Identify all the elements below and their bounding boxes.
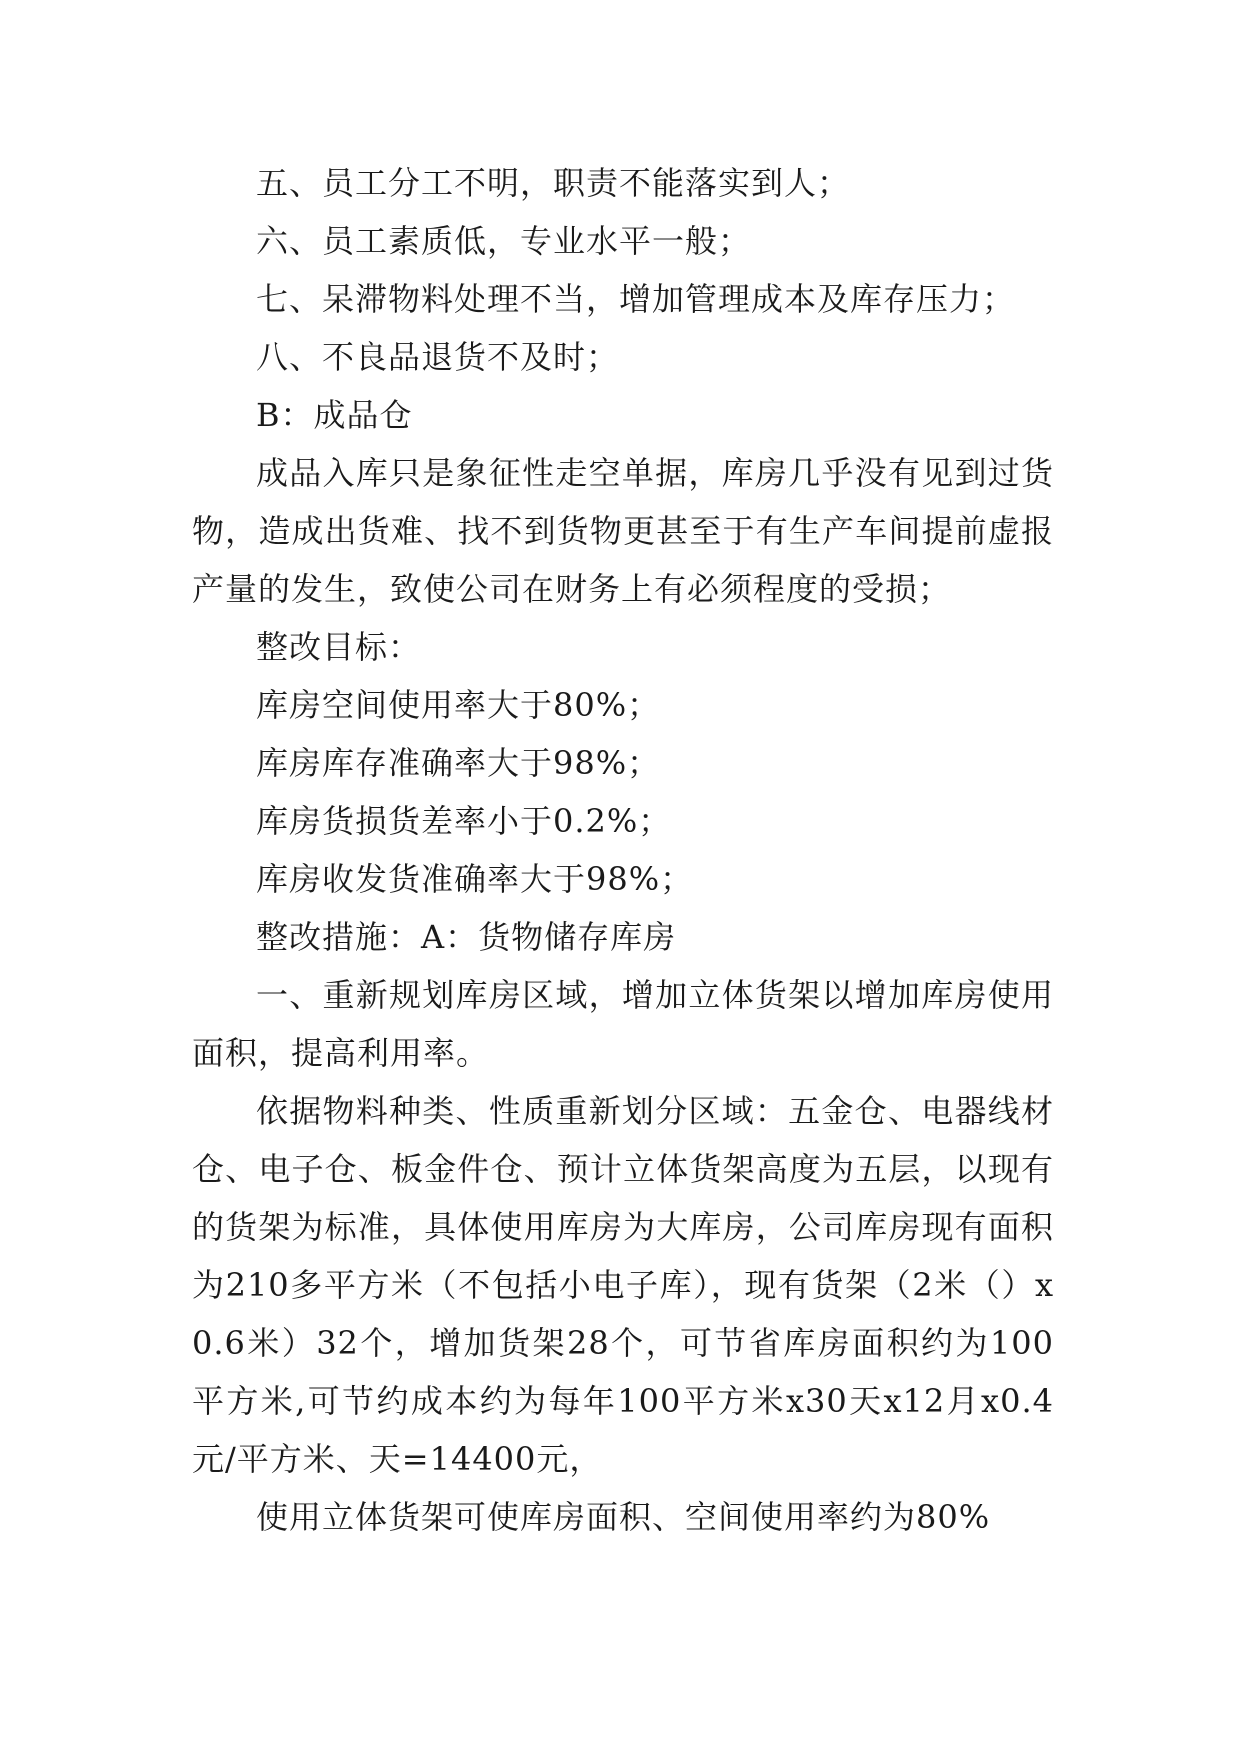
goal-damage-rate: 库房货损货差率小于0.2%；: [256, 802, 672, 840]
section-heading-finished-goods: B：成品仓: [256, 396, 413, 434]
goal-inventory-accuracy: 库房库存准确率大于98%；: [256, 744, 661, 782]
goal-space-usage: 库房空间使用率大于80%；: [256, 686, 661, 724]
measure-1-detail: 依据物料种类、性质重新划分区域：五金仓、电器线材仓、电子仓、板金件仓、预计立体货架高度为五层，以现有的货架为标准，具体使用库房为大库房，公司库房现有面积为210多平方米（不包括小电子库），现有货架（2米（）x0.6米）32个，增加货架28个，可节省库房面积约为100平方米,可节约成本约为每年100平方米x30天x12月x0.4元/平方米、天=14400元，: [192, 1092, 1054, 1478]
heading-rectification-measures: 整改措施：A：货物储存库房: [256, 918, 677, 956]
goal-shipping-accuracy: 库房收发货准确率大于98%；: [256, 860, 694, 898]
heading-rectification-goals: 整改目标：: [256, 628, 422, 666]
paragraph-item-8: 八、不良品退货不及时；: [256, 338, 620, 376]
document-body: [192, 154, 1054, 1546]
measure-1: 一、重新规划库房区域，增加立体货架以增加库房使用面积，提高利用率。: [192, 976, 1054, 1072]
paragraph-item-6: 六、员工素质低，专业水平一般；: [256, 222, 752, 260]
paragraph-item-7: 七、呆滞物料处理不当，增加管理成本及库存压力；: [256, 280, 1016, 318]
paragraph-item-5: 五、员工分工不明，职责不能落实到人；: [256, 164, 851, 202]
measure-1-result: 使用立体货架可使库房面积、空间使用率约为80%: [256, 1498, 991, 1536]
paragraph-finished-goods-issue: 成品入库只是象征性走空单据，库房几乎没有见到过货物，造成出货难、找不到货物更甚至于有生产车间提前虚报产量的发生，致使公司在财务上有必须程度的受损；: [192, 454, 1054, 608]
